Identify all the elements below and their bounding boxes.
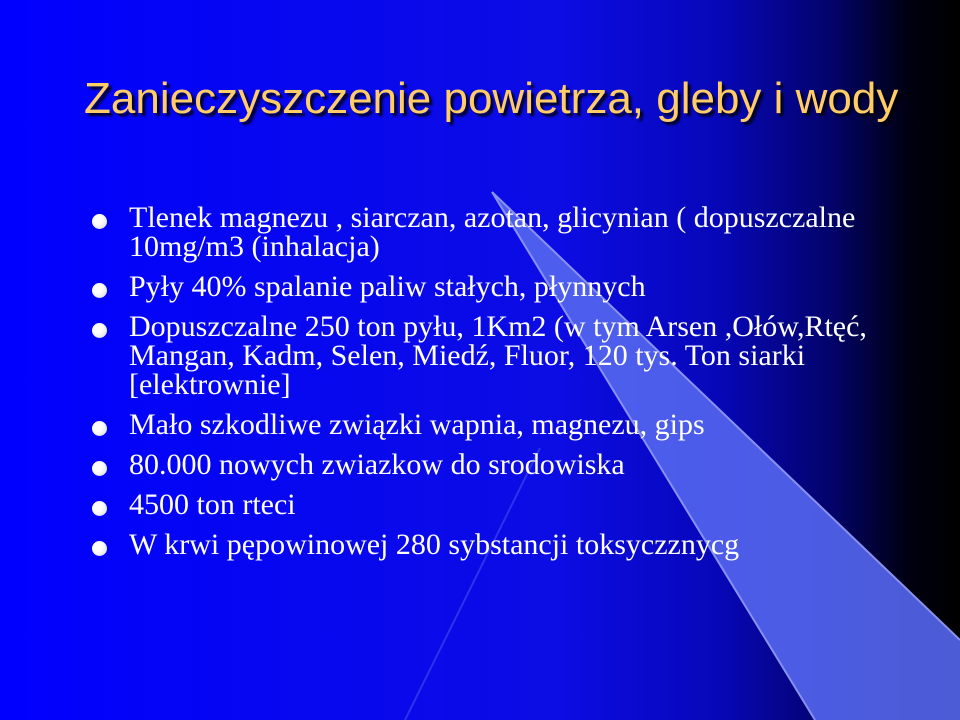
list-item [84,490,884,519]
bullet-text: Tlenek magnezu , siarczan, azotan, glicynian ( dopuszczalne 10mg/m3 (inhalacja) [129,201,856,263]
bullet-icon [92,214,107,229]
list-item [84,312,884,399]
bullet-icon [92,323,107,338]
bullet-text: Dopuszczalne 250 ton pyłu, 1Km2 (w tym Arsen ,Ołów,Rtęć, Mangan, Kadm, Selen, Miedź, Fluor, 120 tys. Ton siarki [elektrownie] [129,310,867,401]
list-item [84,203,884,261]
bullet-text: Pyły 40% spalanie paliw stałych, płynnych [129,270,646,303]
bullet-text: 4500 ton rteci [129,488,296,521]
list-item [84,450,884,479]
bullet-icon [92,283,107,298]
bullet-text: 80.000 nowych zwiazkow do srodowiska [129,448,625,481]
bullet-icon [92,461,107,476]
bullet-icon [92,501,107,516]
bullet-list [84,203,884,570]
bullet-icon [92,541,107,556]
list-item [84,410,884,439]
list-item [84,530,884,559]
list-item [84,272,884,301]
slide-title: Zanieczyszczenie powietrza, gleby i wody [84,74,899,123]
bullet-text: Mało szkodliwe związki wapnia, magnezu, gips [129,408,705,441]
bullet-text: W krwi pępowinowej 280 sybstancji toksyczznycg [129,528,740,561]
bullet-icon [92,421,107,436]
